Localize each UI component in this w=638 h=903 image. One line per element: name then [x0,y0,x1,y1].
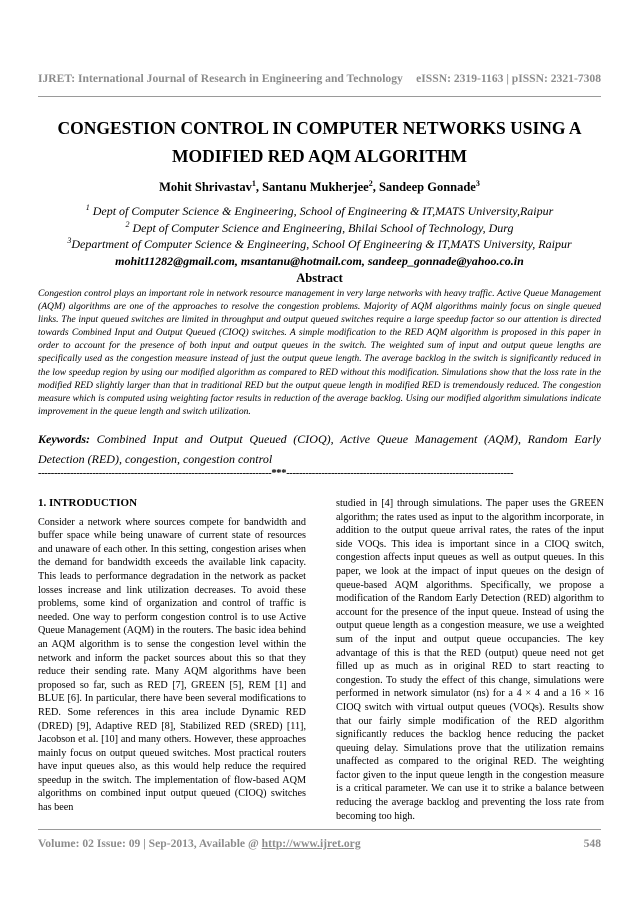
affiliation-1-text: Dept of Computer Science & Engineering, School of Engineering & IT,MATS University,Raipur [89,204,554,218]
author-list [38,180,601,195]
abstract-heading: Abstract [296,271,343,285]
keywords-label: Keywords: [38,432,90,446]
footer-volume: Volume: 02 Issue: 09 | Sep-2013, Available @ [38,837,262,850]
author-sep-2: , [372,180,379,194]
issn-text: eISSN: 2319-1163 | pISSN: 2321-7308 [416,72,601,85]
affiliation-3 [38,236,601,253]
affiliation-2-sup: 2 [125,219,130,229]
author-1: Mohit Shrivastav [159,180,252,194]
intro-paragraph-right: studied in [4] through simulations. The paper uses the GREEN algorithm; the rates used as input to the algorithm incorporate, in addition to the output queue arrival rates, the rates of the input side VOQs. This idea is important since in a CIOQ switch, congestion affects input queues as well as output queues. In this paper, we look at the impact of input queues on the design of queue-based AQM algorithms. Specifically, we propose a modification of the Random Early Detection (RED) algorithm to account for the presence of the input queue. Instead of using the output queue length as a congestion measure, we use a weighted sum of the input and output queue occupancies. The key advantage of this is that the RED (output) queue need not get filled up as much as in original RED to start reacting to congestion. To study the effect of this change, simulations were performed in network simulator (ns) for a 4 × 4 and a 16 × 16 CIOQ switch with virtual output queues (VOQs). Results show that our fairly simple modification of the RED algorithm significantly reduces the backlog hence reducing the packet queuing delay. Simulations prove that the utilization remains unaffected as compared to the original RED. The weighting factor given to the input queue length in the congestion measure is a critical parameter. We can use it to strike a balance between reducing the average backlog and preventing the loss rate from becoming too high. [336,498,604,822]
affiliation-1-sup: 1 [85,203,90,212]
running-header [38,72,601,85]
author-3: Sandeep Gonnade [378,180,476,194]
affiliation-1 [38,203,601,220]
affiliation-2-text: Dept of Computer Science and Engineering, Bhilai School of Technology, Durg [129,220,514,235]
title-line-1: CONGESTION CONTROL IN COMPUTER NETWORKS USING A [57,118,582,138]
affiliation-3-sup: 3 [67,236,72,245]
section-separator: -------------------------------------------------------------------------***----------------------------------------------------------------------- [38,468,514,479]
intro-paragraph-left: Consider a network where sources compete for bandwidth and buffer space while being unaware of current state of resources and unaware of each other. In this setting, congestion arises when the demand for bandwidth exceeds the available link capacity. This leads to performance degradation in the network as packet losses increase and link utilization decreases. To avoid these problems, some kind of organization and control of traffic is needed. One way to perform congestion control is to use Active Queue Management (AQM) in the routers. The basic idea behind an AQM algorithm is to sense the congestion level within the network and inform the packet sources about this so that they reduce their sending rate. Many AQM algorithms have been proposed so far, such as RED [7], GREEN [5], REM [1] and BLUE [6]. In particular, there have been several modifications to RED. Some references in this area include Dynamic RED (DRED) [9], Adaptive RED [8], Stabilized RED (SRED) [11], Jacobson et al. [10] and many others. However, these approaches mainly focus on output queued switches. Most practical routers have input queues also, as this would help reduce the required speedup in the switch. The implementation of flow-based AQM algorithms on combined input output queued (CIOQ) switches has been [38,516,306,814]
abstract-body: Congestion control plays an important role in network resource management in very large networks with heavy traffic. Active Queue Management (AQM) algorithms are one of the approaches to resolve the congestion problems. Majority of AQM algorithms mainly focus on single queued links. The input queued switches are limited in throughput and output queued switches require a large speedup factor so our attention is directed towards Combined Input and Output Queued (CIOQ) switches. A simple modification to the RED AQM algorithm is proposed in this paper in order to account for the presence of both input and output queues in the switch. The weighted sum of input and output queue lengths are specifically used as the congestion measure instead of just the output queue length. The average backlog in the switch is significantly reduced in the low speedup region by using our modified algorithm as compared to RED without this modification. Simulations show that the loss rate in the modified RED slightly larger than that in traditional RED but the output queue length in modified RED is tremendously reduced. The congestion measure which is computed using weighting factor results in reduction of the average backlog. Using our modified algorithm simulations indicate improvement in the queue length and switch utilization. [38,288,601,417]
affiliations [38,203,601,269]
left-column [38,497,306,815]
author-emails: mohit11282@gmail.com, msantanu@hotmail.com, sandeep_gonnade@yahoo.co.in [115,253,524,268]
page-number: 548 [583,837,601,850]
affiliation-2 [38,220,601,237]
keywords-text: Combined Input and Output Queued (CIOQ), Active Queue Management (AQM), Random Early Detection (RED), congestion, congestion control [38,432,601,466]
author-2: Santanu Mukherjee [262,180,369,194]
author-1-sup: 1 [251,178,256,188]
author-2-sup: 2 [368,178,373,188]
author-3-sup: 3 [475,178,480,188]
section-heading-introduction: 1. INTRODUCTION [38,497,138,509]
affiliation-3-text: Department of Computer Science & Engineering, School Of Engineering & IT,MATS University, Raipur [71,237,572,251]
right-column [336,497,604,823]
title-line-2: MODIFIED RED AQM ALGORITHM [171,146,468,166]
journal-name: IJRET: International Journal of Research in Engineering and Technology [38,72,403,85]
author-sep-1: , [255,180,263,194]
footer-rule [38,829,601,830]
footer-url-link[interactable]: http://www.ijret.org [261,837,361,850]
paper-title [38,114,601,170]
keywords [38,429,601,469]
running-footer [38,837,601,850]
header-rule [38,96,601,97]
